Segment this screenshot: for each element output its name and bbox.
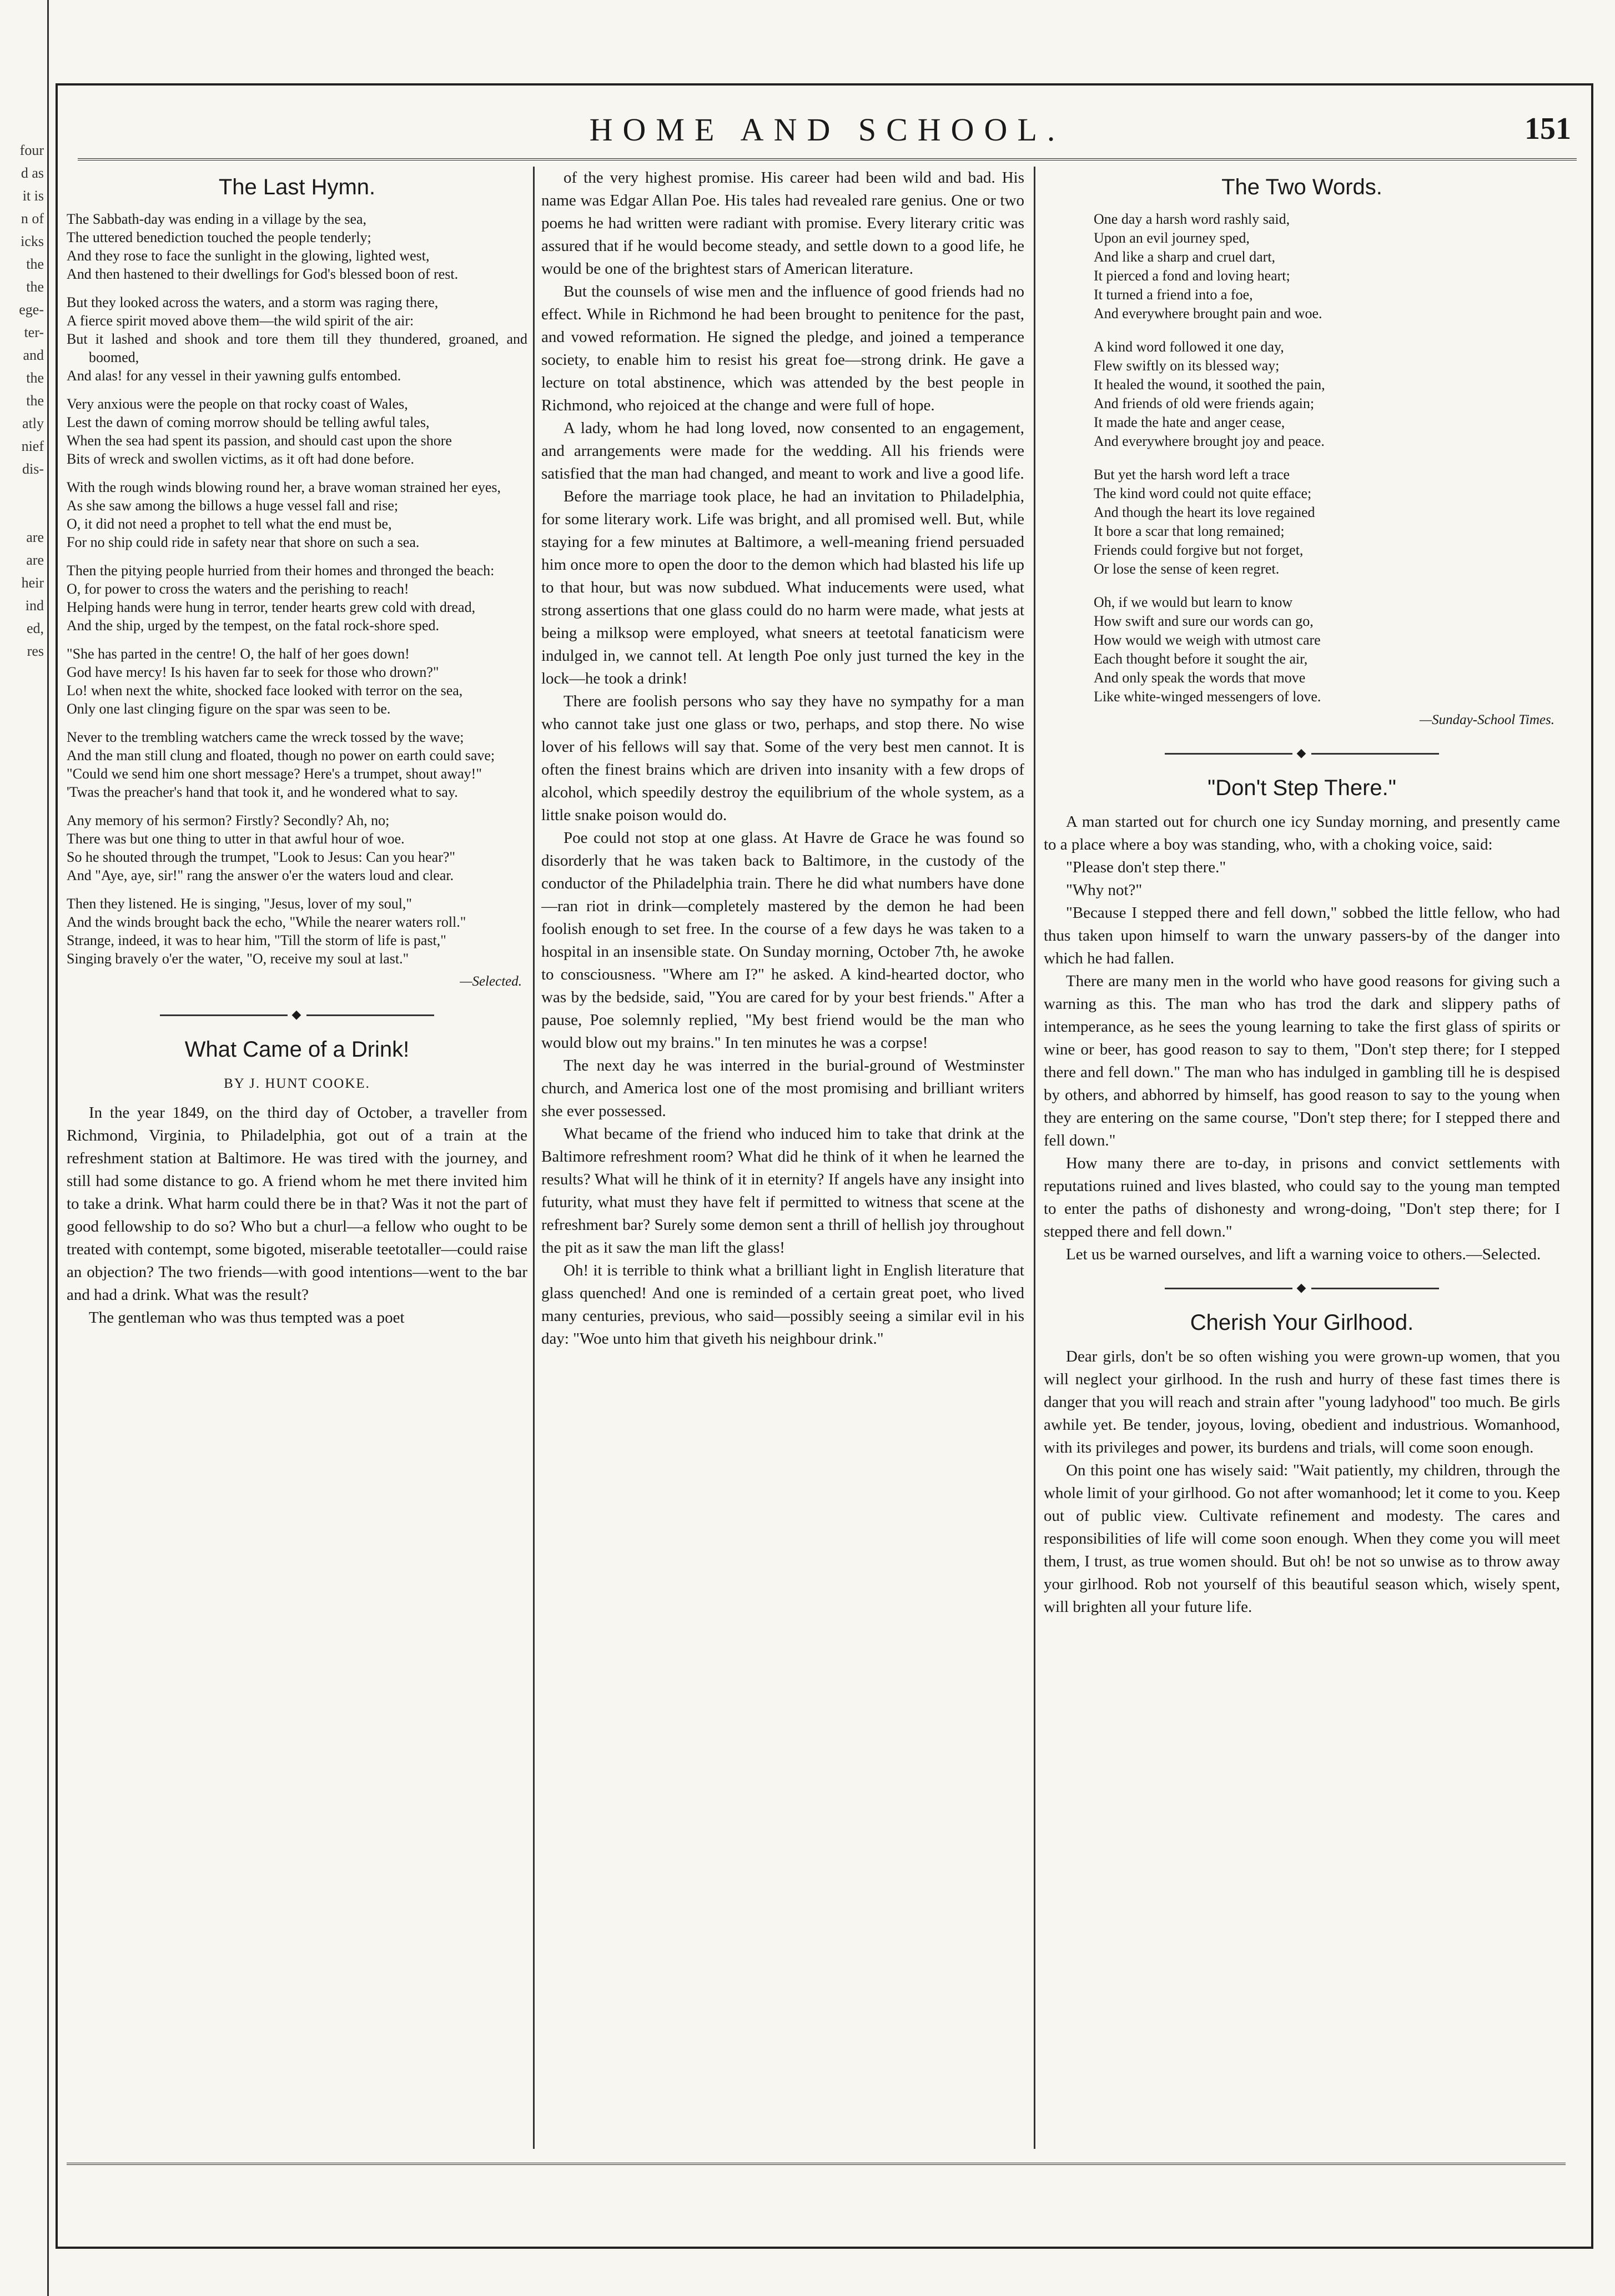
verse-line: With the rough winds blowing round her, a brave woman strained her eyes, [67, 479, 501, 495]
article-title: The Last Hymn. [218, 175, 376, 199]
paragraph: "Because I stepped there and fell down," sobbed the little fellow, who had thus taken upon himself to warn the unwary passers-by of the danger into which he had fallen. [1044, 904, 1560, 967]
verse-line: Each thought before it sought the air, [1094, 651, 1308, 667]
article-body [1044, 811, 1560, 1266]
verse-line: So he shouted through the trumpet, "Look to Jesus: Can you hear?" [67, 849, 456, 865]
margin-fragment: icks [21, 233, 44, 249]
margin-fragment: the [26, 256, 44, 272]
verse-line: How would we weigh with utmost care [1094, 632, 1321, 648]
paragraph: The gentleman who was thus tempted was a poet [89, 1309, 405, 1327]
column-rule [1034, 167, 1035, 2149]
poem-the-two-words [1094, 210, 1560, 706]
article-title: Cherish Your Girlhood. [1190, 1310, 1414, 1335]
verse-line: A kind word followed it one day, [1094, 339, 1284, 355]
verse-line: It made the hate and anger cease, [1094, 414, 1285, 430]
verse-line: A fierce spirit moved above them—the wild spirit of the air: [67, 313, 414, 329]
page-number: 151 [1525, 112, 1571, 146]
paragraph: There are many men in the world who have good reasons for giving such a warning as this. The man who has trod the dark and slippery paths of intemperance, as he sees the young learning to take the first glass of spirits or wine or beer, has good reason to say to them, "Don't step there; for I stepped there and fell down." The man who has indulged in gambling till he is despised by others, and abhorred by himself, has good reason to say to the young when they are entering on the same course, "Don't step there; for I stepped there and fell down." [1044, 972, 1560, 1149]
verse-line: How swift and sure our words can go, [1094, 613, 1314, 629]
verse-line: 'Twas the preacher's hand that took it, and he wondered what to say. [67, 784, 458, 800]
verse-line: And the ship, urged by the tempest, on the fatal rock-shore sped. [67, 617, 440, 634]
verse-line: It healed the wound, it soothed the pain, [1094, 376, 1325, 393]
verse-line: Then the pitying people hurried from their homes and thronged the beach: [67, 562, 495, 579]
verse-line: Very anxious were the people on that rocky coast of Wales, [67, 396, 408, 412]
margin-fragment: dis- [22, 461, 44, 477]
verse-line: When the sea had spent its passion, and should cast upon the shore [67, 433, 452, 449]
verse-line: And the winds brought back the echo, "While the nearer waters roll." [67, 914, 466, 930]
verse-line: Strange, indeed, it was to hear him, "Till the storm of life is past," [67, 932, 446, 948]
verse-line: Bits of wreck and swollen victims, as it oft had done before. [67, 451, 415, 467]
verse-line: Singing bravely o'er the water, "O, receive my soul at last." [67, 951, 409, 967]
paragraph: How many there are to-day, in prisons and convict settlements with reputations ruined and lives blasted, who could say to the young man tempted to enter the paths of dishonesty and wrong-doing, "Don't step there; for I stepped there and fell down." [1044, 1154, 1560, 1240]
verse-line: God have mercy! Is his haven far to seek for those who drown?" [67, 664, 439, 680]
left-margin-fragments [0, 0, 49, 2296]
article-body [541, 167, 1024, 1350]
margin-fragment: d as [21, 165, 44, 181]
margin-fragment: ed, [26, 620, 44, 636]
column-3 [1044, 167, 1560, 2143]
verse-line: And they rose to face the sunlight in the glowing, lighted west, [67, 248, 430, 264]
verse-line: And the man still clung and floated, though no power on earth could save; [67, 747, 495, 763]
margin-fragment: and [23, 347, 44, 363]
paragraph: A man started out for church one icy Sunday morning, and presently came to a place where a boy was standing, who, with a choking voice, said: [1044, 813, 1560, 853]
verse-line: O, it did not need a prophet to tell what the end must be, [67, 516, 392, 532]
margin-fragment: res [27, 643, 44, 659]
verse-line: Lo! when next the white, shocked face looked with terror on the sea, [67, 682, 463, 699]
verse-line: Only one last clinging figure on the spar was seen to be. [67, 701, 391, 717]
paragraph: of the very highest promise. His career had been wild and bad. His name was Edgar Allan Poe. His tales had revealed rare genius. One or two poems he had written were radiant with promise. Every literary critic was assured that if he would become steady, and settle down to a good life, he would be one of the brightest stars of American literature. [541, 169, 1024, 278]
verse-line: And "Aye, aye, sir!" rang the answer o'er the waters loud and clear. [67, 867, 454, 883]
margin-fragment: the [26, 279, 44, 295]
paragraph: What became of the friend who induced him to take that drink at the Baltimore refreshment room? What did he think of it when he learned the results? What will he think of it in eternity? If angels have any insight into futurity, what must they have felt if permitted to witness that scene at the refreshment bar? Surely some demon sent a thrill of hellish joy throughout the pit as it saw the man lift the glass! [541, 1125, 1024, 1257]
verse-line: Like white-winged messengers of love. [1094, 689, 1321, 705]
margin-fragment: n of [21, 210, 44, 227]
paragraph: A lady, whom he had long loved, now consented to an engagement, and arrangements were made for the wedding. All his friends were satisfied that the man had changed, and meant to work and live a good life. [541, 419, 1024, 483]
article-title: What Came of a Drink! [184, 1037, 410, 1062]
verse-line: It bore a scar that long remained; [1094, 523, 1285, 539]
margin-fragment: atly [22, 415, 44, 431]
verse-line: And only speak the words that move [1094, 670, 1306, 686]
paragraph: On this point one has wisely said: "Wait patiently, my children, through the whole limit of your girlhood. Go not after womanhood; let it come to you. Keep out of public view. Cultivate refinement and modesty. The cares and responsibilities of life will come soon enough. When they come you will meet them, I trust, as true women should. But oh! be not so unwise as to throw away your girlhood. Rob not yourself of this beautiful season which, wisely spent, will brighten all your future life. [1044, 1461, 1560, 1616]
verse-line: Or lose the sense of keen regret. [1094, 561, 1280, 577]
verse-line: There was but one thing to utter in that awful hour of woe. [67, 831, 405, 847]
paragraph: Dear girls, don't be so often wishing you were grown-up women, that you will neglect your girlhood. In the rush and hurry of these fast times there is danger that you will reach and strain after "young ladyhood" too much. Be girls awhile yet. Be tender, joyous, loving, obedient and industrious. Womanhood, with its privileges and power, its burdens and trials, will come soon enough. [1044, 1348, 1560, 1456]
margin-fragment: are [26, 552, 44, 568]
page-header [78, 108, 1577, 160]
margin-fragment: are [26, 529, 44, 545]
verse-line: And like a sharp and cruel dart, [1094, 249, 1276, 265]
divider: ◆ [67, 1003, 527, 1026]
verse-line: It pierced a fond and loving heart; [1094, 268, 1290, 284]
margin-fragment: it is [22, 188, 44, 204]
margin-fragment: ter- [24, 324, 44, 340]
paragraph: "Why not?" [1066, 881, 1143, 899]
verse-line: One day a harsh word rashly said, [1094, 211, 1290, 227]
margin-fragment: the [26, 393, 44, 409]
verse-line: And then hastened to their dwellings for God's blessed boon of rest. [67, 266, 459, 282]
byline: BY J. HUNT COOKE. [224, 1076, 370, 1091]
verse-line: Oh, if we would but learn to know [1094, 594, 1293, 610]
verse-line: For no ship could ride in safety near that shore on such a sea. [67, 534, 420, 550]
verse-line: The Sabbath-day was ending in a village by the sea, [67, 211, 367, 227]
verse-line: O, for power to cross the waters and the perishing to reach! [67, 581, 409, 597]
verse-line: "Could we send him one short message? Here's a trumpet, shout away!" [67, 766, 482, 782]
verse-line: And alas! for any vessel in their yawning gulfs entombed. [67, 368, 401, 384]
article-body [67, 1102, 527, 1329]
verse-line: And friends of old were friends again; [1094, 395, 1315, 411]
margin-fragment: ege- [19, 302, 44, 318]
verse-line: It turned a friend into a foe, [1094, 287, 1253, 303]
verse-line: Friends could forgive but not forget, [1094, 542, 1304, 558]
column-2 [541, 167, 1024, 2143]
margin-fragment: nief [21, 438, 44, 454]
article-title: The Two Words. [1221, 175, 1382, 199]
verse-line: Upon an evil journey sped, [1094, 230, 1250, 246]
column-1 [67, 167, 527, 2143]
margin-fragment: heir [21, 575, 44, 591]
divider: ◆ [1044, 1276, 1560, 1299]
footer-rule [67, 2163, 1566, 2165]
verse-line: Lest the dawn of coming morrow should be telling awful tales, [67, 414, 430, 430]
column-rule [533, 167, 535, 2149]
margin-fragment: the [26, 370, 44, 386]
paragraph: There are foolish persons who say they have no sympathy for a man who cannot take just one glass or two, perhaps, and stop there. No wise lover of his fellows will say that. Some of the very best men cannot. It is often the finest brains which are driven into insanity with a few drops of alcohol, which speedily destroy the equilibrium of the whole system, as a little snake poison would do. [541, 692, 1024, 824]
article-title: "Don't Step There." [1208, 776, 1396, 800]
paragraph: Before the marriage took place, he had an invitation to Philadelphia, for some literary work. Life was bright, and all promised well. But, while staying for a few minutes at Baltimore, a well-meaning friend persuaded him once more to open the door to the demon which had blasted his life up to that hour, but was now subdued. What inducements were used, what strong assertions that one glass could do no harm were made, what jests at being a milksop were employed, what sneers at teetotal fanaticism were indulged in, we cannot tell. At length Poe only just turned the key in the lock—he took a drink! [541, 488, 1024, 687]
credit: —Selected. [460, 974, 522, 989]
paragraph: The next day he was interred in the burial-ground of Westminster church, and America lost one of the most promising and brilliant writers she ever possessed. [541, 1057, 1024, 1120]
verse-line: The kind word could not quite efface; [1094, 485, 1312, 501]
poem-the-last-hymn [67, 210, 527, 968]
paragraph: Let us be warned ourselves, and lift a warning voice to others.—Selected. [1066, 1245, 1541, 1263]
verse-line: As she saw among the billows a huge vessel fall and rise; [67, 498, 399, 514]
verse-line: But they looked across the waters, and a storm was raging there, [67, 294, 439, 310]
verse-line: Then they listened. He is singing, "Jesus, lover of my soul," [67, 896, 412, 912]
running-head: HOME AND SCHOOL. [589, 112, 1065, 148]
paragraph: In the year 1849, on the third day of October, a traveller from Richmond, Virginia, to Philadelphia, got out of a train at the refreshment station at Baltimore. He was tired with the journey, and still had some distance to go. A friend whom he met there invited him to take a drink. What harm could there be in that? Was it not the part of good fellowship to do so? Who but a churl—a fellow who ought to be treated with contempt, some bigoted, miserable teetotaller—could raise an objection? The two friends—with good intentions—went to the bar and had a drink. What was the result? [67, 1104, 527, 1304]
verse-line: Helping hands were hung in terror, tender hearts grew cold with dread, [67, 599, 476, 615]
verse-line: But yet the harsh word left a trace [1094, 466, 1290, 483]
verse-line: Flew swiftly on its blessed way; [1094, 358, 1280, 374]
margin-fragment: four [19, 142, 44, 158]
verse-line: And though the heart its love regained [1094, 504, 1315, 520]
margin-fragment [0, 503, 44, 526]
verse-line: Any memory of his sermon? Firstly? Secondly? Ah, no; [67, 812, 390, 828]
article-body [1044, 1345, 1560, 1619]
paragraph: "Please don't step there." [1066, 858, 1226, 876]
paragraph: Poe could not stop at one glass. At Havre de Grace he was found so disorderly that he was taken back to Baltimore, in the custody of the conductor of the Philadelphia train. There he did what numbers have done—ran riot in drink—completely mastered by the demon he had been foolish enough to set free. In the course of a few days he was taken to a hospital in an insensible state. On Sunday morning, October 7th, he awoke to consciousness. "Where am I?" he asked. A kind-hearted doctor, who was by the bedside, said, "You are cared for by your best friends." After a pause, Poe solemnly replied, "My best friend would be the man who would blow out my brains." In ten minutes he was a corpse! [541, 829, 1024, 1052]
verse-line: "She has parted in the centre! O, the half of her goes down! [67, 646, 410, 662]
margin-fragment: ind [25, 597, 44, 614]
paragraph: Oh! it is terrible to think what a brilliant light in English literature that glass quenched! And one is reminded of a certain great poet, who lived many centuries, previous, who said—possibly seeing a similar evil in his day: "Woe unto him that giveth his neighbour drink." [541, 1262, 1024, 1348]
verse-line: And everywhere brought joy and peace. [1094, 433, 1325, 449]
paragraph: But the counsels of wise men and the influence of good friends had no effect. While in Richmond he had been brought to penitence for the past, and vowed reformation. He signed the pledge, and joined a temperance society, to enable him to resist his great foe—strong drink. He gave a lecture on total abstinence, which was attended by the best people in Richmond, who rejoiced at the change and were full of hope. [541, 283, 1024, 414]
margin-fragment [0, 480, 44, 503]
verse-line: Never to the trembling watchers came the wreck tossed by the wave; [67, 729, 464, 745]
verse-line: The uttered benediction touched the people tenderly; [67, 229, 371, 245]
credit: —Sunday-School Times. [1419, 712, 1554, 727]
divider: ◆ [1044, 741, 1560, 764]
verse-line: But it lashed and shook and tore them till they thundered, groaned, and boomed, [67, 331, 527, 365]
verse-line: And everywhere brought pain and woe. [1094, 305, 1322, 321]
